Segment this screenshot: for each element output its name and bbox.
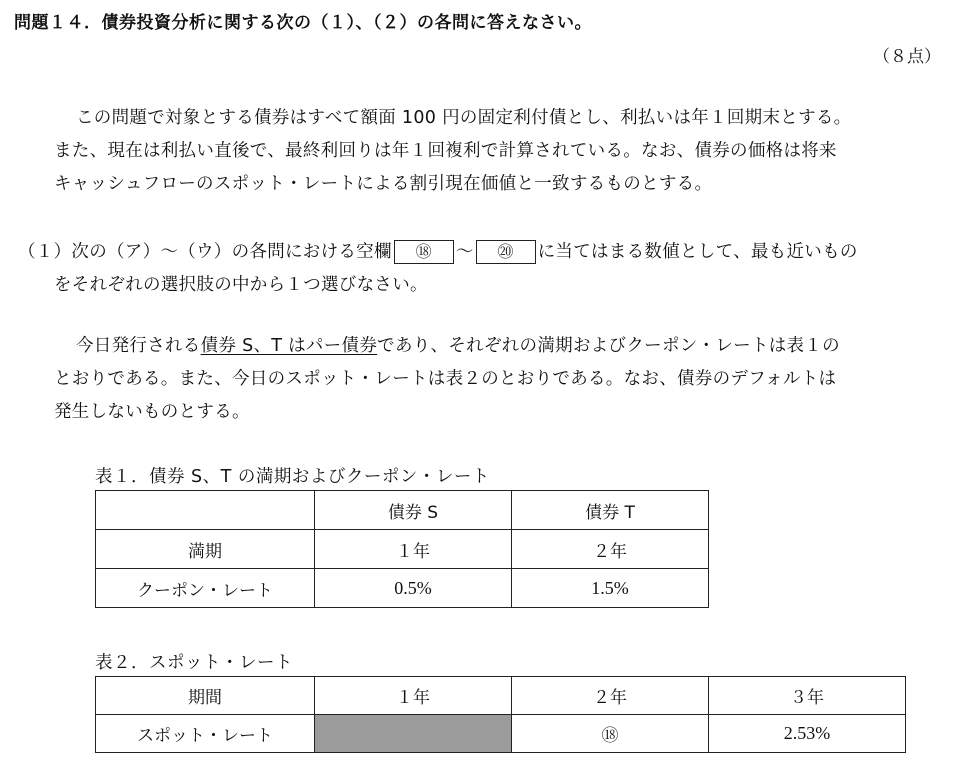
- setup-underlined: 債券 S、T はパー債券: [200, 336, 378, 356]
- tilde: ～: [455, 242, 474, 262]
- table1-header-bond-t: 債券 T: [512, 491, 709, 530]
- table2-cell: 2.53%: [709, 715, 906, 753]
- intro-paragraph: [54, 102, 851, 201]
- setup-pre: 今日発行される: [76, 336, 201, 356]
- table1-cell: １年: [315, 530, 512, 569]
- table1-header-empty: [96, 491, 315, 530]
- table-row: [96, 530, 709, 569]
- setup-line-3: 発生しないものとする。: [54, 402, 250, 422]
- table2-cell: ⑱: [512, 715, 709, 753]
- table1-caption: 表１．債券 S、T の満期およびクーポン・レート: [95, 467, 490, 487]
- table1: [95, 490, 709, 608]
- setup-line-2: とおりである。また、今日のスポット・レートは表２のとおりである。なお、債券のデフォルトは: [54, 369, 837, 389]
- table1-header-bond-s: 債券 S: [315, 491, 512, 530]
- question-1-prefix: （１）次の（ア）～（ウ）の各問における空欄: [18, 242, 392, 262]
- table1-cell: ２年: [512, 530, 709, 569]
- setup-line-1: [54, 330, 840, 363]
- table2-header-2y: ２年: [512, 677, 709, 715]
- table2: [95, 676, 906, 753]
- intro-line-3: キャッシュフローのスポット・レートによる割引現在価値と一致するものとする。: [54, 174, 713, 194]
- table1-row-label: 満期: [96, 530, 315, 569]
- question-1-line-1: [18, 236, 858, 269]
- setup-post: であり、それぞれの満期およびクーポン・レートは表１の: [377, 336, 840, 356]
- question-1: [18, 236, 858, 302]
- intro-line-2: また、現在は利払い直後で、最終利回りは年１回複利で計算されている。なお、債券の価格は将来: [54, 141, 837, 161]
- table-row: [96, 677, 906, 715]
- points-label: （８点）: [873, 47, 941, 67]
- table2-caption: 表２．スポット・レート: [95, 653, 293, 673]
- table2-shaded-cell: [315, 715, 512, 753]
- setup-paragraph: [54, 330, 840, 429]
- blank-box-start: ⑱: [394, 240, 454, 264]
- intro-line-1: この問題で対象とする債券はすべて額面 100 円の固定利付債とし、利払いは年１回期末とする。: [76, 108, 852, 128]
- blank-box-end: ⑳: [476, 240, 536, 264]
- table2-header-1y: １年: [315, 677, 512, 715]
- table1-row-label: クーポン・レート: [96, 569, 315, 608]
- question-1-line-2: をそれぞれの選択肢の中から１つ選びなさい。: [54, 275, 428, 295]
- table2-header-period: 期間: [96, 677, 315, 715]
- table1-cell: 1.5%: [512, 569, 709, 608]
- table1-cell: 0.5%: [315, 569, 512, 608]
- question-1-suffix: に当てはまる数値として、最も近いもの: [537, 242, 858, 262]
- table-row: [96, 715, 906, 753]
- table-row: [96, 491, 709, 530]
- table-row: [96, 569, 709, 608]
- table2-header-3y: ３年: [709, 677, 906, 715]
- problem-title: 問題１４．債券投資分析に関する次の（１）、（２）の各問に答えなさい。: [14, 13, 592, 33]
- table2-row-label: スポット・レート: [96, 715, 315, 753]
